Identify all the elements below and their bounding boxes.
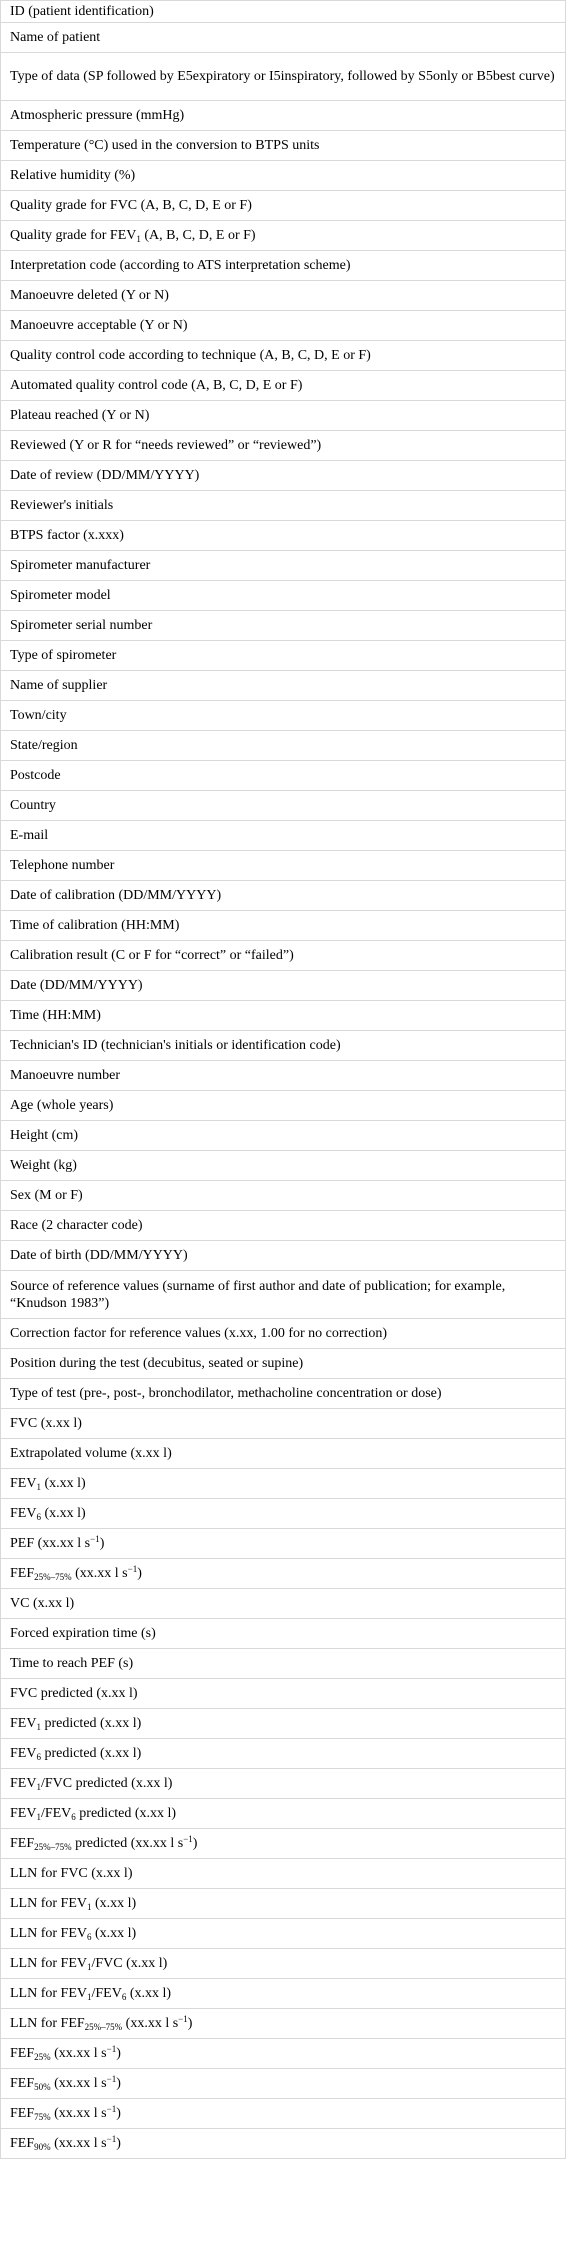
field-label [10,347,371,364]
field-label [10,1187,83,1204]
label-text: Position during the test (decubitus, seated or supine) [10,1356,304,1371]
label-text: Atmospheric pressure (mmHg) [10,108,185,123]
subscript: 6 [36,1512,41,1522]
label-text: FEV [10,1746,37,1761]
field-label [10,1355,303,1372]
table-row [1,1979,566,2009]
field-label [10,1278,557,1312]
label-text: Name of supplier [10,678,108,693]
label-text: Height (cm) [10,1128,79,1143]
label-text: Correction factor for reference values (x.xx, 1.00 for no correction) [10,1326,388,1341]
label-text: predicted (x.xx l) [40,1716,142,1731]
table-row [1,1679,566,1709]
label-text: Quality control code according to technique (A, B, C, D, E or F) [10,348,371,363]
table-row [1,1769,566,1799]
label-text: (xx.xx l s [71,1566,128,1581]
label-text: /FVC (x.xx l) [91,1956,168,1971]
label-text: Automated quality control code (A, B, C, D, E or F) [10,378,303,393]
label-text: Temperature (°C) used in the conversion to BTPS units [10,138,320,153]
label-text: Quality grade for FEV [10,228,137,243]
subscript: 6 [36,1752,41,1762]
field-label [10,1775,172,1792]
field-label [10,1715,141,1732]
label-text: Extrapolated volume (x.xx l) [10,1446,172,1461]
field-label [10,227,256,244]
table-row [1,431,566,461]
table-row [1,1649,566,1679]
label-text: Interpretation code (according to ATS interpretation scheme) [10,258,351,273]
field-label [10,827,48,844]
field-label [10,527,124,544]
table-row [1,2039,566,2069]
table-row [1,611,566,641]
subscript: 6 [71,1812,76,1822]
field-label [10,1955,167,1972]
label-text: ) [192,1836,198,1851]
table-row [1,1559,566,1589]
field-label [10,1565,142,1582]
table-row [1,251,566,281]
table-row [1,2129,566,2159]
field-label [10,887,221,904]
table-row [1,1211,566,1241]
subscript: 6 [121,1992,127,2002]
label-text: ) [116,2136,121,2151]
superscript: −1 [178,2014,188,2024]
subscript: 25%–75% [34,1842,72,1852]
label-text: ID (patient identification) [10,4,154,19]
label-text: Manoeuvre deleted (Y or N) [10,288,169,303]
superscript: −1 [183,1834,193,1844]
label-text: FEF [10,2076,35,2091]
subscript: 50% [34,2082,51,2092]
label-text: /FEV [40,1806,72,1821]
field-label [10,1805,176,1822]
field-label [10,917,179,934]
table-row [1,671,566,701]
table-row [1,1739,566,1769]
label-text: Town/city [10,708,67,723]
label-text: Telephone number [10,858,115,873]
table-row [1,1589,566,1619]
superscript: −1 [127,1564,138,1574]
field-label [10,287,169,304]
field-label [10,707,67,724]
field-label [10,1127,78,1144]
label-text: ) [187,2016,193,2031]
field-label [10,1475,86,1492]
table-row [1,341,566,371]
field-label [10,1835,197,1852]
field-label [10,1865,133,1882]
field-label [10,2075,121,2092]
table-row [1,1469,566,1499]
label-text: Type of spirometer [10,648,117,663]
table-row [1,281,566,311]
table-row [1,1151,566,1181]
table-row [1,131,566,161]
subscript: 1 [87,1962,92,1972]
table-row [1,791,566,821]
table-row [1,1709,566,1739]
label-text: FEF [10,2106,35,2121]
label-text: FEV [10,1476,37,1491]
label-text: Reviewed (Y or R for “needs reviewed” or “reviewed”) [10,438,322,453]
field-label [10,1925,136,1942]
table-row [1,581,566,611]
label-text: (xx.xx l s [50,2106,107,2121]
field-label [10,197,252,214]
field-label [10,947,294,964]
label-text: (xx.xx l s [50,2076,107,2091]
field-label [10,1415,82,1432]
label-text: Spirometer model [10,588,111,603]
label-text: predicted (x.xx l) [40,1746,142,1761]
label-text: (x.xx l) [91,1926,137,1941]
field-label [10,407,149,424]
label-text: (x.xx l) [91,1896,137,1911]
subscript: 25%–75% [84,2022,123,2032]
table-row [1,1001,566,1031]
label-text: ) [116,2106,121,2121]
label-text: FEV [10,1806,37,1821]
field-label [10,1217,143,1234]
field-label [10,737,78,754]
field-label [10,377,302,394]
subscript: 1 [136,234,141,244]
field-label [10,3,154,20]
field-label [10,1985,171,2002]
table-row [1,401,566,431]
label-text: Technician's ID (technician's initials or identification code) [10,1038,341,1053]
field-label [10,1325,387,1342]
field-label [10,1595,74,1612]
table-row [1,881,566,911]
label-text: BTPS factor (x.xxx) [10,528,124,543]
table-row [1,1859,566,1889]
field-label [10,587,111,604]
table-row [1,1,566,23]
table-row [1,1379,566,1409]
label-text: Date of review (DD/MM/YYYY) [10,468,200,483]
table-row [1,2069,566,2099]
label-text: (xx.xx l s [50,2046,107,2061]
label-text: (x.xx l) [126,1986,172,2001]
table-row [1,1061,566,1091]
label-text: FVC predicted (x.xx l) [10,1686,138,1701]
label-text: FEF [10,1566,35,1581]
field-label [10,1685,138,1702]
label-text: (xx.xx l s [122,2016,179,2031]
label-text: Manoeuvre number [10,1068,121,1083]
label-text: FEF [10,2136,35,2151]
field-label [10,1655,133,1672]
label-text: Name of patient [10,30,101,45]
label-text: Race (2 character code) [10,1218,143,1233]
table-row [1,641,566,671]
table-row [1,1499,566,1529]
label-text: LLN for FEV [10,1986,87,2001]
field-label [10,677,107,694]
label-text: Date (DD/MM/YYYY) [10,978,143,993]
table-row [1,491,566,521]
label-text: Type of test (pre-, post-, bronchodilator, methacholine concentration or dose) [10,1386,442,1401]
field-label [10,1535,104,1552]
field-label [10,1505,86,1522]
field-label [10,1037,341,1054]
table-row [1,1949,566,1979]
table-row [1,731,566,761]
label-text: E-mail [10,828,49,843]
superscript: −1 [106,2134,117,2144]
table-row [1,761,566,791]
label-text: Quality grade for FVC (A, B, C, D, E or F) [10,198,252,213]
field-label [10,137,319,154]
label-text: (x.xx l) [40,1476,86,1491]
field-label [10,797,56,814]
field-label [10,2015,192,2032]
label-text: ) [116,2046,121,2061]
field-label [10,977,143,994]
field-label [10,1625,156,1642]
label-text: Calibration result (C or F for “correct” or “failed”) [10,948,294,963]
superscript: −1 [106,2074,117,2084]
table-row [1,461,566,491]
table-row [1,551,566,581]
table-row [1,191,566,221]
field-label [10,68,555,85]
table-row [1,911,566,941]
subscript: 25% [34,2052,51,2062]
field-label [10,437,321,454]
label-text: FEV [10,1716,37,1731]
table-row [1,1271,566,1319]
subscript: 25%–75% [34,1572,72,1582]
field-label [10,2135,121,2152]
field-label [10,2045,121,2062]
field-label [10,1157,77,1174]
table-row [1,1241,566,1271]
subscript: 1 [87,1902,92,1912]
label-text: (A, B, C, D, E or F) [140,228,256,243]
field-label [10,167,135,184]
label-text: Spirometer serial number [10,618,153,633]
subscript: 1 [36,1722,41,1732]
table-row [1,1121,566,1151]
field-label [10,497,113,514]
label-text: LLN for FEV [10,1956,87,1971]
table-row [1,371,566,401]
table-row [1,1439,566,1469]
table-row [1,1091,566,1121]
label-text: FEV [10,1506,37,1521]
label-text: FEF [10,1836,35,1851]
label-text: ) [137,1566,142,1581]
table-row [1,23,566,53]
table-row [1,101,566,131]
table-row [1,161,566,191]
table-row [1,1349,566,1379]
table-row [1,1889,566,1919]
label-text: LLN for FEF [10,2016,85,2031]
table-row [1,821,566,851]
label-text: LLN for FVC (x.xx l) [10,1866,133,1881]
table-row [1,311,566,341]
table-row [1,971,566,1001]
label-text: PEF (xx.xx l s [10,1536,91,1551]
label-text: Reviewer's initials [10,498,114,513]
table-row [1,2099,566,2129]
superscript: −1 [106,2044,117,2054]
table-row [1,941,566,971]
label-text: LLN for FEV [10,1896,87,1911]
label-text: Time (HH:MM) [10,1008,101,1023]
field-label [10,1445,172,1462]
table-row [1,1619,566,1649]
field-label [10,647,116,664]
label-text: Country [10,798,56,813]
field-label [10,29,100,46]
label-text: Source of reference values (surname of first author and date of publication; for example, “Knudson 1983”) [10,1278,506,1311]
label-text: Postcode [10,768,61,783]
label-text: FVC (x.xx l) [10,1416,82,1431]
subscript: 1 [87,1992,92,2002]
label-text: Date of birth (DD/MM/YYYY) [10,1248,188,1263]
label-text: Manoeuvre acceptable (Y or N) [10,318,188,333]
label-text: FEV [10,1776,37,1791]
subscript: 6 [87,1932,92,1942]
table-row [1,2009,566,2039]
subscript: 1 [36,1812,41,1822]
table-row [1,521,566,551]
label-text: (x.xx l) [40,1506,86,1521]
field-label [10,257,351,274]
field-label [10,2105,121,2122]
field-label [10,1247,188,1264]
table-row [1,221,566,251]
field-label [10,1097,113,1114]
label-text: LLN for FEV [10,1926,87,1941]
field-label [10,1385,442,1402]
label-text: Relative humidity (%) [10,168,136,183]
label-text: ) [116,2076,121,2091]
field-label [10,1745,141,1762]
subscript: 75% [34,2112,51,2122]
table-row [1,1409,566,1439]
label-text: ) [99,1536,105,1551]
table-row [1,1031,566,1061]
table-row [1,1319,566,1349]
superscript: −1 [90,1534,100,1544]
table-row [1,851,566,881]
label-text: Weight (kg) [10,1158,77,1173]
field-label [10,617,152,634]
label-text: State/region [10,738,78,753]
table-row [1,1529,566,1559]
label-text: Spirometer manufacturer [10,558,151,573]
label-text: VC (x.xx l) [10,1596,75,1611]
label-text: Age (whole years) [10,1098,114,1113]
label-text: /FEV [91,1986,122,2001]
label-text: Time to reach PEF (s) [10,1656,134,1671]
label-text: Type of data (SP followed by E5expiratory or I5inspiratory, followed by S5only or B5best curve) [10,69,555,84]
label-text: Sex (M or F) [10,1188,83,1203]
label-text: Plateau reached (Y or N) [10,408,150,423]
table-row [1,53,566,101]
table-row [1,1181,566,1211]
subscript: 1 [36,1782,41,1792]
label-text: Forced expiration time (s) [10,1626,156,1641]
field-label [10,1067,120,1084]
field-label [10,1007,101,1024]
label-text: Time of calibration (HH:MM) [10,918,180,933]
label-text: (xx.xx l s [50,2136,107,2151]
field-label [10,1895,136,1912]
field-label [10,317,188,334]
subscript: 90% [34,2142,51,2152]
field-label [10,467,199,484]
table-row [1,1829,566,1859]
superscript: −1 [106,2104,117,2114]
label-text: /FVC predicted (x.xx l) [40,1776,173,1791]
label-text: predicted (x.xx l) [75,1806,177,1821]
label-text: FEF [10,2046,35,2061]
field-label [10,107,184,124]
label-text: predicted (xx.xx l s [71,1836,184,1851]
label-text: Date of calibration (DD/MM/YYYY) [10,888,222,903]
table-row [1,1799,566,1829]
table-row [1,1919,566,1949]
field-label [10,767,61,784]
field-label [10,857,114,874]
table-row [1,701,566,731]
field-label [10,557,150,574]
subscript: 1 [36,1482,41,1492]
